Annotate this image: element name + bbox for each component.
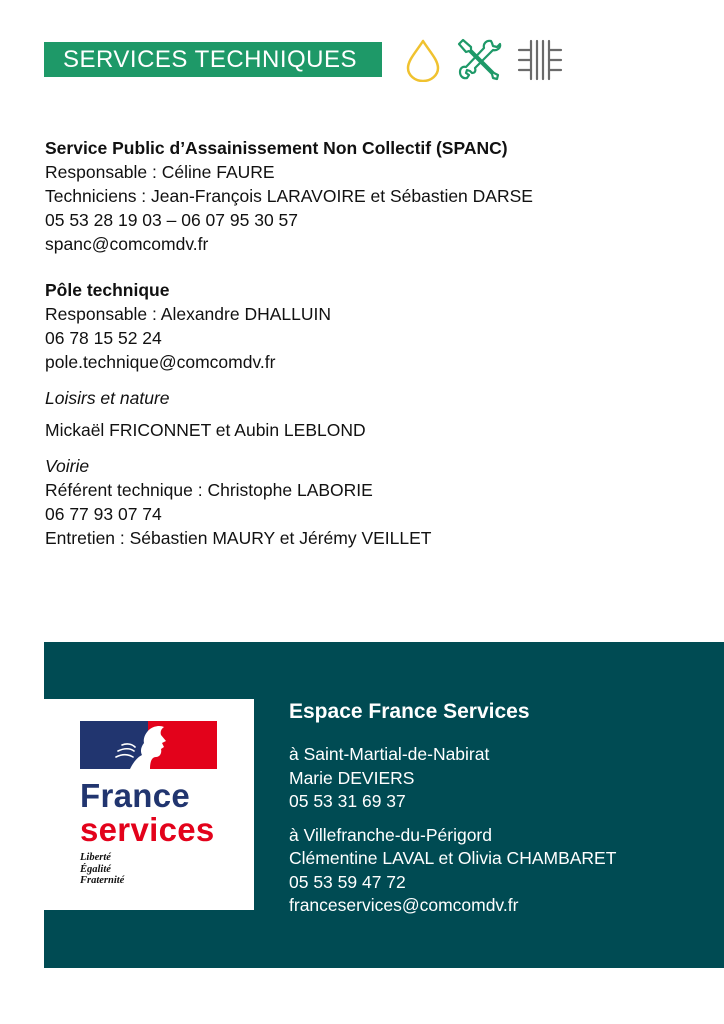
site2-phone: 05 53 59 47 72 [289,871,406,892]
spanc-phones: 05 53 28 19 03 – 06 07 95 30 57 [45,210,299,230]
site1-place: à Saint-Martial-de-Nabirat [289,744,490,764]
voirie-phone: 06 77 93 07 74 [45,504,162,524]
loisirs-title: Loisirs et nature [45,388,170,408]
logo-motto [80,852,124,887]
motto-fraternite: Fraternité [80,875,125,886]
marianne-icon [100,721,176,769]
motto-liberte: Liberté [80,852,111,863]
water-drop-icon [403,38,443,82]
voirie-entretien: Entretien : Sébastien MAURY et Jérémy VEILLET [45,528,432,548]
france-services-logo [44,699,254,910]
motto-egalite: Égalité [80,863,111,875]
pole-responsable: Responsable : Alexandre DHALLUIN [45,304,331,324]
pole-email[interactable]: pole.technique@comcomdv.fr [45,352,276,372]
spanc-responsable: Responsable : Céline FAURE [45,162,275,182]
pole-phone: 06 78 15 52 24 [45,328,162,348]
france-services-title: Espace France Services [289,700,530,723]
spanc-techniciens: Techniciens : Jean-François LARAVOIRE et Sébastien DARSE [45,186,533,206]
voirie-title: Voirie [45,456,90,476]
site1-names: Marie DEVIERS [289,767,415,788]
pipes-icon [517,38,563,82]
site2-place: à Villefranche-du-Périgord [289,824,492,845]
voirie-referent: Référent technique : Christophe LABORIE [45,480,373,500]
site2-names: Clémentine LAVAL et Olivia CHAMBARET [289,848,617,868]
loisirs-names: Mickaël FRICONNET et Aubin LEBLOND [45,420,366,440]
contacts-section [45,136,695,550]
logo-word-services: services [80,811,215,848]
site1-phone: 05 53 31 69 37 [289,791,406,811]
section-title-badge [44,42,382,77]
site2-email[interactable]: franceservices@comcomdv.fr [289,895,519,915]
france-services-info [289,698,709,918]
header-icons [403,38,563,82]
spanc-title: Service Public d’Assainissement Non Collectif (SPANC) [45,138,508,158]
logo-word-france: France [80,777,191,814]
tools-icon [457,38,503,82]
spanc-email[interactable]: spanc@comcomdv.fr [45,234,209,254]
section-title: SERVICES TECHNIQUES [63,45,358,73]
pole-title: Pôle technique [45,280,170,300]
